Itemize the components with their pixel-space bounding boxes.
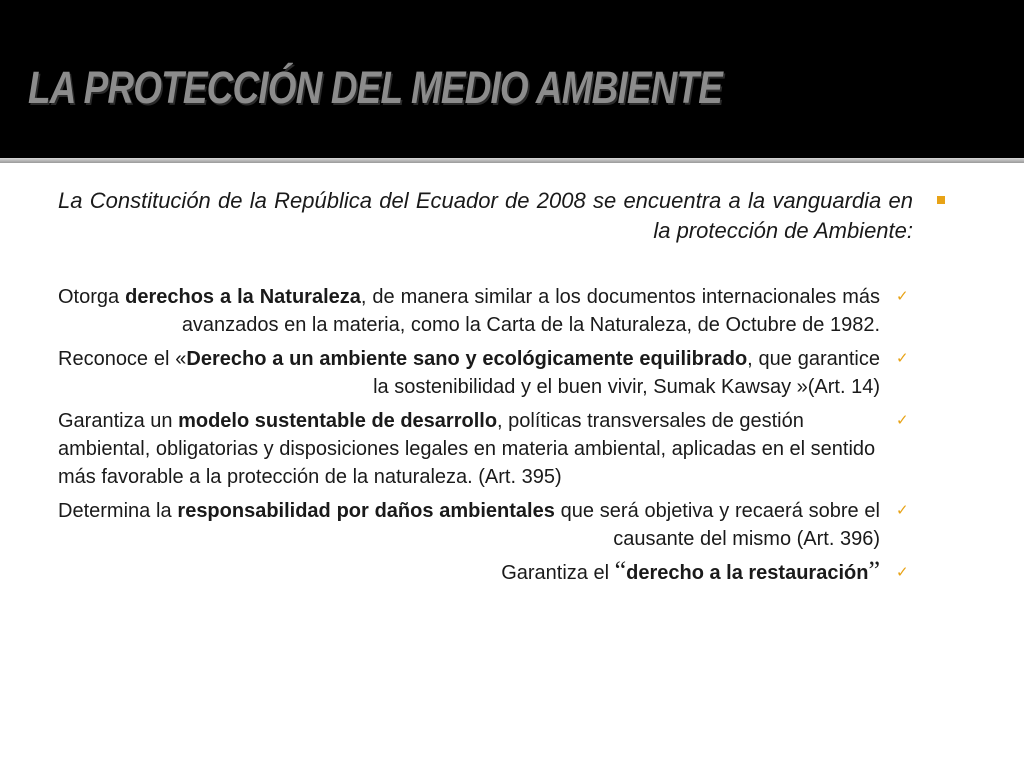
item-post: que será objetiva y recaerá sobre el causante del mismo (Art. 396) xyxy=(554,500,880,550)
item-post: , políticas transversales de gestión ambiental, obligatorias y disposiciones legales en materia ambiental, aplicadas en el sentido más favorable a la protección de la naturaleza. (Art. 395) xyxy=(58,410,876,488)
list-item xyxy=(58,556,909,587)
item-bold: derecho a la restauración xyxy=(626,562,869,584)
checkmark-icon: ✓ xyxy=(896,349,909,367)
item-pre: Otorga xyxy=(58,286,126,308)
list-item xyxy=(58,283,908,339)
item-post: , que garantice la sostenibilidad y el buen vivir, Sumak Kawsay »(Art. 14) xyxy=(373,348,880,398)
checkmark-icon: ✓ xyxy=(896,563,909,581)
slide-title: LA PROTECCIÓN DEL MEDIO AMBIENTE xyxy=(28,62,723,113)
title-bar xyxy=(0,0,1024,158)
list-item xyxy=(58,407,908,491)
list-item-text xyxy=(58,345,880,401)
item-pre: Determina la xyxy=(58,500,178,522)
checkmark-icon: ✓ xyxy=(896,501,909,519)
list-item-text xyxy=(58,283,880,339)
list-item-text xyxy=(58,407,880,491)
list-item xyxy=(58,497,908,553)
item-bold: responsabilidad por daños ambientales xyxy=(177,500,555,522)
list-item-text xyxy=(58,556,880,587)
item-pre: Garantiza un xyxy=(58,410,179,432)
item-bold: Derecho a un ambiente sano y ecológicamente equilibrado xyxy=(186,348,748,370)
open-quote: “ xyxy=(614,556,627,585)
item-pre: Reconoce el « xyxy=(58,348,187,370)
item-post: , de manera similar a los documentos internacionales más avanzados en la materia, como la Carta de la Naturaleza, de Octubre de 1982. xyxy=(181,286,880,336)
item-bold: modelo sustentable de desarrollo xyxy=(178,410,498,432)
intro-text: La Constitución de la República del Ecuador de 2008 se encuentra a la vanguardia en la protección de Ambiente: xyxy=(58,188,913,243)
close-quote: ” xyxy=(868,556,880,585)
list-item xyxy=(58,345,908,401)
item-bold: derechos a la Naturaleza xyxy=(125,286,361,308)
list-item-text xyxy=(58,497,880,553)
title-divider xyxy=(0,158,1024,163)
checkmark-icon: ✓ xyxy=(896,411,909,429)
checkmark-icon: ✓ xyxy=(896,287,909,305)
square-bullet-icon xyxy=(937,196,945,204)
bullet-list xyxy=(58,283,908,593)
item-pre: Garantiza el xyxy=(501,562,615,584)
